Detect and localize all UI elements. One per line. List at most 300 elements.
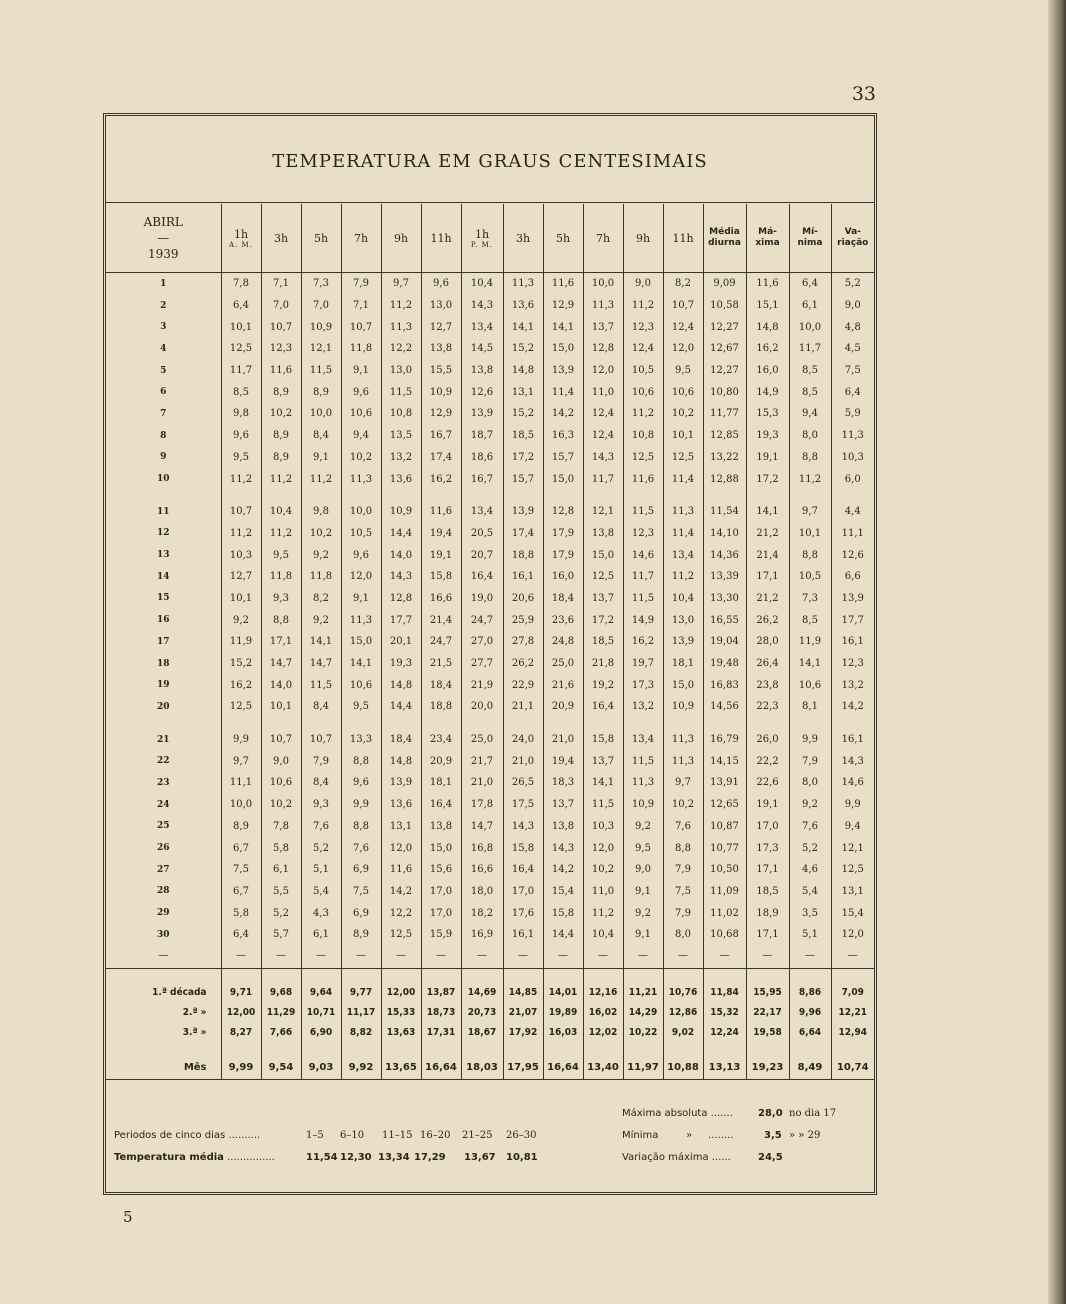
value-cell: 17,0 [421,902,461,924]
value-cell: 28,0 [746,631,789,653]
value-cell: 10,6 [623,381,663,403]
temp-media-4: 17,29 [414,1152,446,1163]
value-cell: 15,8 [421,566,461,588]
spacer-cell [301,968,341,983]
value-cell: 24,7 [461,609,503,631]
value-cell: 21,0 [503,750,543,772]
spacer-cell [421,1043,461,1057]
value-cell: 13,8 [421,816,461,838]
value-cell: 20,9 [421,750,461,772]
value-cell: 5,4 [301,881,341,903]
header-maxima-1: Má- [758,227,777,237]
minima-dots: ........ [708,1130,734,1141]
value-cell: 17,2 [746,468,789,490]
header-hour-cell [663,204,703,273]
value-cell: 14,6 [623,544,663,566]
maxima-abs-day: no dia 17 [789,1108,837,1119]
value-cell: 11,5 [623,588,663,610]
value-cell: 13,4 [663,544,703,566]
value-cell: 16,3 [543,425,583,447]
day-cell: 3 [160,322,167,333]
value-cell: 15,0 [663,674,703,696]
page-number: 33 [851,83,876,105]
decade-summary-row [106,1023,874,1043]
month-value: 9,54 [261,1057,301,1080]
value-cell: 12,0 [583,837,623,859]
value-cell: 11,54 [703,501,746,523]
value-cell: 11,0 [583,881,623,903]
summary-value: 8,82 [341,1023,381,1043]
value-cell: 12,4 [623,338,663,360]
value-cell: 23,4 [421,729,461,751]
table-row [106,360,874,382]
value-cell: 11,2 [221,523,261,545]
day-cell: 22 [156,756,170,767]
value-cell: 12,6 [831,544,874,566]
value-cell: 12,5 [583,566,623,588]
dash-cell: — [789,946,831,966]
value-cell: 17,6 [503,902,543,924]
day-cell: 5 [160,365,167,376]
value-cell: 8,2 [663,273,703,295]
value-cell: 10,1 [221,588,261,610]
value-cell: 9,2 [221,609,261,631]
header-month: ABIRL [143,215,183,229]
value-cell: 20,6 [503,588,543,610]
table-row [106,859,874,881]
table-row [106,696,874,718]
spacer-cell [341,718,381,729]
spacer-cell [703,718,746,729]
value-cell: 15,0 [583,544,623,566]
spacer-cell [543,968,583,983]
value-cell: 8,4 [301,772,341,794]
day-cell: 28 [156,886,170,897]
value-cell: 10,4 [583,924,623,946]
header-hour-cell [261,204,301,273]
value-cell: 9,9 [831,794,874,816]
value-cell: 11,3 [503,273,543,295]
value-cell: 9,2 [301,609,341,631]
value-cell: 15,6 [421,859,461,881]
value-cell: 12,1 [831,837,874,859]
table-row [106,837,874,859]
value-cell: 7,6 [789,816,831,838]
value-cell: 19,1 [746,794,789,816]
value-cell: 19,04 [703,631,746,653]
table-row [106,381,874,403]
value-cell: 12,8 [543,501,583,523]
spacer-cell [503,718,543,729]
value-cell: 13,9 [663,631,703,653]
value-cell: 21,2 [746,588,789,610]
header-hour-cell [301,204,341,273]
value-cell: 14,5 [461,338,503,360]
table-row [106,544,874,566]
summary-value: 10,71 [301,1003,341,1023]
value-cell: 10,5 [789,566,831,588]
spacer-cell [746,1043,789,1057]
value-cell: 21,7 [461,750,503,772]
value-cell: 6,0 [831,468,874,490]
spacer-cell [341,968,381,983]
header-variacao-1: Va- [844,227,861,237]
spacer-cell [261,968,301,983]
value-cell: 7,3 [301,273,341,295]
value-cell: 24,7 [421,631,461,653]
value-cell: 7,8 [261,816,301,838]
day-cell: 29 [156,908,170,919]
month-value: 19,23 [746,1057,789,1080]
value-cell: 12,5 [623,447,663,469]
value-cell: 8,0 [789,772,831,794]
value-cell: 5,2 [831,273,874,295]
value-cell: 11,1 [221,772,261,794]
header-hour: 9h [393,231,409,245]
value-cell: 11,7 [623,566,663,588]
value-cell: 15,0 [543,338,583,360]
value-cell: 10,2 [301,523,341,545]
temp-media-2: 12,30 [340,1152,372,1163]
value-cell: 8,5 [789,381,831,403]
header-hour-cell [543,204,583,273]
value-cell: 13,4 [461,501,503,523]
summary-value: 10,76 [663,983,703,1003]
header-row [106,204,874,273]
header-month-cell [106,204,221,273]
value-cell: 14,4 [381,696,421,718]
day-cell: 4 [160,343,167,354]
value-cell: 13,6 [381,468,421,490]
month-value: 9,92 [341,1057,381,1080]
summary-value: 9,64 [301,983,341,1003]
value-cell: 12,6 [461,381,503,403]
month-value: 13,13 [703,1057,746,1080]
value-cell: 19,1 [746,447,789,469]
value-cell: 12,4 [663,316,703,338]
value-cell: 13,0 [381,360,421,382]
value-cell: 5,1 [301,859,341,881]
value-cell: 19,48 [703,653,746,675]
dash-cell: — [831,946,874,966]
table-row [106,588,874,610]
value-cell: 8,0 [663,924,703,946]
value-cell: 12,88 [703,468,746,490]
value-cell: 6,1 [789,295,831,317]
value-cell: 6,1 [301,924,341,946]
header-hour-cell [461,204,503,273]
spacer-cell [106,490,221,501]
value-cell: 13,8 [543,816,583,838]
summary-value: 17,31 [421,1023,461,1043]
value-cell: 21,0 [543,729,583,751]
spacer-cell [543,1043,583,1057]
value-cell: 13,7 [583,588,623,610]
value-cell: 9,6 [341,544,381,566]
month-value: 17,95 [503,1057,543,1080]
value-cell: 10,9 [421,381,461,403]
value-cell: 10,58 [703,295,746,317]
value-cell: 12,9 [543,295,583,317]
day-cell: 21 [156,734,170,745]
value-cell: 6,7 [221,837,261,859]
value-cell: 9,4 [341,425,381,447]
value-cell: 14,9 [746,381,789,403]
value-cell: 18,0 [461,881,503,903]
header-hour: 3h [273,231,289,245]
value-cell: 16,6 [461,859,503,881]
month-value: 13,65 [381,1057,421,1080]
summary-value: 11,84 [703,983,746,1003]
value-cell: 11,9 [789,631,831,653]
value-cell: 18,8 [503,544,543,566]
header-hour-cell [503,204,543,273]
value-cell: 9,2 [789,794,831,816]
value-cell: 17,8 [461,794,503,816]
value-cell: 14,4 [543,924,583,946]
header-hour-cell [381,204,421,273]
value-cell: 9,3 [301,794,341,816]
value-cell: 6,4 [221,924,261,946]
summary-value: 11,21 [623,983,663,1003]
summary-value: 15,33 [381,1003,421,1023]
value-cell: 17,1 [261,631,301,653]
value-cell: 26,5 [503,772,543,794]
value-cell: 11,6 [381,859,421,881]
value-cell: 27,7 [461,653,503,675]
value-cell: 11,1 [831,523,874,545]
table-row [106,653,874,675]
value-cell: 14,1 [583,772,623,794]
spacer-cell [221,490,261,501]
dash-cell: — [221,946,261,966]
spacer-cell [789,1043,831,1057]
dash-cell: — [461,946,503,966]
value-cell: 7,6 [341,837,381,859]
day-cell: 23 [156,777,170,788]
value-cell: 9,0 [261,750,301,772]
value-cell: 9,1 [341,588,381,610]
summary-value: 14,29 [623,1003,663,1023]
value-cell: 14,9 [623,609,663,631]
footer-number: 5 [123,1208,133,1226]
value-cell: 7,8 [221,273,261,295]
value-cell: 18,5 [583,631,623,653]
value-cell: 10,9 [381,501,421,523]
table-row [106,338,874,360]
table-row [106,729,874,751]
value-cell: 14,2 [381,881,421,903]
value-cell: 21,4 [421,609,461,631]
value-cell: 16,9 [461,924,503,946]
value-cell: 9,2 [623,902,663,924]
summary-value: 22,17 [746,1003,789,1023]
spacer-cell [543,490,583,501]
value-cell: 7,1 [261,273,301,295]
spacer-cell [461,490,503,501]
spacer-cell [583,968,623,983]
spacer-row [106,1043,874,1057]
value-cell: 12,8 [583,338,623,360]
table-row [106,816,874,838]
value-cell: 6,4 [831,381,874,403]
variacao-value: 24,5 [758,1152,783,1163]
value-cell: 4,5 [831,338,874,360]
value-cell: 12,5 [663,447,703,469]
value-cell: 11,6 [623,468,663,490]
value-cell: 22,9 [503,674,543,696]
summary-value: 14,01 [543,983,583,1003]
value-cell: 10,8 [381,403,421,425]
value-cell: 14,2 [543,403,583,425]
value-cell: 19,2 [583,674,623,696]
value-cell: 15,4 [831,902,874,924]
decade-gap-row [106,490,874,501]
header-hour-cell [221,204,261,273]
value-cell: 16,0 [543,566,583,588]
value-cell: 24,8 [543,631,583,653]
value-cell: 15,2 [221,653,261,675]
value-cell: 10,1 [663,425,703,447]
dash-row [106,946,874,966]
value-cell: 10,3 [831,447,874,469]
value-cell: 8,9 [341,924,381,946]
temp-media-1: 11,54 [306,1152,338,1163]
value-cell: 13,39 [703,566,746,588]
spacer-cell [789,968,831,983]
spacer-cell [261,1043,301,1057]
header-maxima-cell [746,204,789,273]
spacer-cell [623,490,663,501]
month-value: 16,64 [543,1057,583,1080]
value-cell: 14,2 [831,696,874,718]
value-cell: 5,1 [789,924,831,946]
value-cell: 11,77 [703,403,746,425]
day-cell: 7 [160,408,167,419]
value-cell: 14,8 [746,316,789,338]
table-row [106,403,874,425]
day-cell: 1 [160,278,167,289]
value-cell: 10,7 [663,295,703,317]
value-cell: 16,2 [221,674,261,696]
value-cell: 10,50 [703,859,746,881]
value-cell: 10,7 [221,501,261,523]
summary-value: 16,03 [543,1023,583,1043]
value-cell: 5,9 [831,403,874,425]
value-cell: 18,5 [746,881,789,903]
spacer-cell [381,1043,421,1057]
value-cell: 10,9 [623,794,663,816]
value-cell: 9,7 [381,273,421,295]
value-cell: 16,0 [746,360,789,382]
summary-value: 18,73 [421,1003,461,1023]
month-value: 13,40 [583,1057,623,1080]
value-cell: 7,5 [341,881,381,903]
value-cell: 11,2 [221,468,261,490]
value-cell: 12,5 [221,338,261,360]
value-cell: 9,6 [341,772,381,794]
value-cell: 15,0 [543,468,583,490]
value-cell: 19,1 [421,544,461,566]
month-value: 10,88 [663,1057,703,1080]
temp-media-label: Temperatura média ............... [114,1152,275,1163]
day-cell: 16 [156,615,170,626]
spacer-cell [421,718,461,729]
value-cell: 9,5 [221,447,261,469]
value-cell: 16,1 [831,729,874,751]
value-cell: 17,9 [543,523,583,545]
value-cell: 12,5 [831,859,874,881]
value-cell: 13,2 [623,696,663,718]
value-cell: 15,3 [746,403,789,425]
value-cell: 16,4 [421,794,461,816]
day-cell: 30 [156,929,170,940]
value-cell: 10,6 [261,772,301,794]
day-cell: 14 [156,571,170,582]
value-cell: 6,1 [261,859,301,881]
month-value: 8,49 [789,1057,831,1080]
value-cell: 10,9 [301,316,341,338]
header-media-1: Média [709,227,740,237]
value-cell: 10,7 [301,729,341,751]
spacer-cell [583,718,623,729]
month-label: Mês [106,1057,221,1080]
value-cell: 7,9 [789,750,831,772]
table-body [106,273,874,1080]
spacer-cell [623,968,663,983]
header-year: 1939 [147,247,179,261]
value-cell: 14,1 [543,316,583,338]
periods-label: Periodos de cinco dias .......... [114,1130,261,1141]
table-row [106,881,874,903]
spacer-cell [301,1043,341,1057]
value-cell: 22,3 [746,696,789,718]
value-cell: 12,1 [301,338,341,360]
value-cell: 5,5 [261,881,301,903]
dash-cell: — [381,946,421,966]
value-cell: 5,2 [789,837,831,859]
value-cell: 7,9 [341,273,381,295]
value-cell: 14,8 [503,360,543,382]
value-cell: 18,1 [663,653,703,675]
header-maxima-2: xima [755,238,780,248]
value-cell: 13,9 [503,501,543,523]
value-cell: 14,1 [789,653,831,675]
value-cell: 15,1 [746,295,789,317]
value-cell: 26,0 [746,729,789,751]
summary-value: 21,07 [503,1003,543,1023]
value-cell: 11,5 [583,794,623,816]
value-cell: 13,6 [503,295,543,317]
value-cell: 13,2 [831,674,874,696]
value-cell: 14,10 [703,523,746,545]
value-cell: 11,3 [381,316,421,338]
value-cell: 13,6 [381,794,421,816]
value-cell: 12,3 [261,338,301,360]
value-cell: 14,4 [381,523,421,545]
value-cell: 14,1 [503,316,543,338]
summary-value: 9,68 [261,983,301,1003]
spacer-cell [106,968,221,983]
value-cell: 19,4 [543,750,583,772]
dash-cell: — [503,946,543,966]
spacer-cell [663,968,703,983]
value-cell: 26,2 [503,653,543,675]
value-cell: 13,4 [461,316,503,338]
summary-value: 7,66 [261,1023,301,1043]
value-cell: 9,4 [789,403,831,425]
value-cell: 16,83 [703,674,746,696]
